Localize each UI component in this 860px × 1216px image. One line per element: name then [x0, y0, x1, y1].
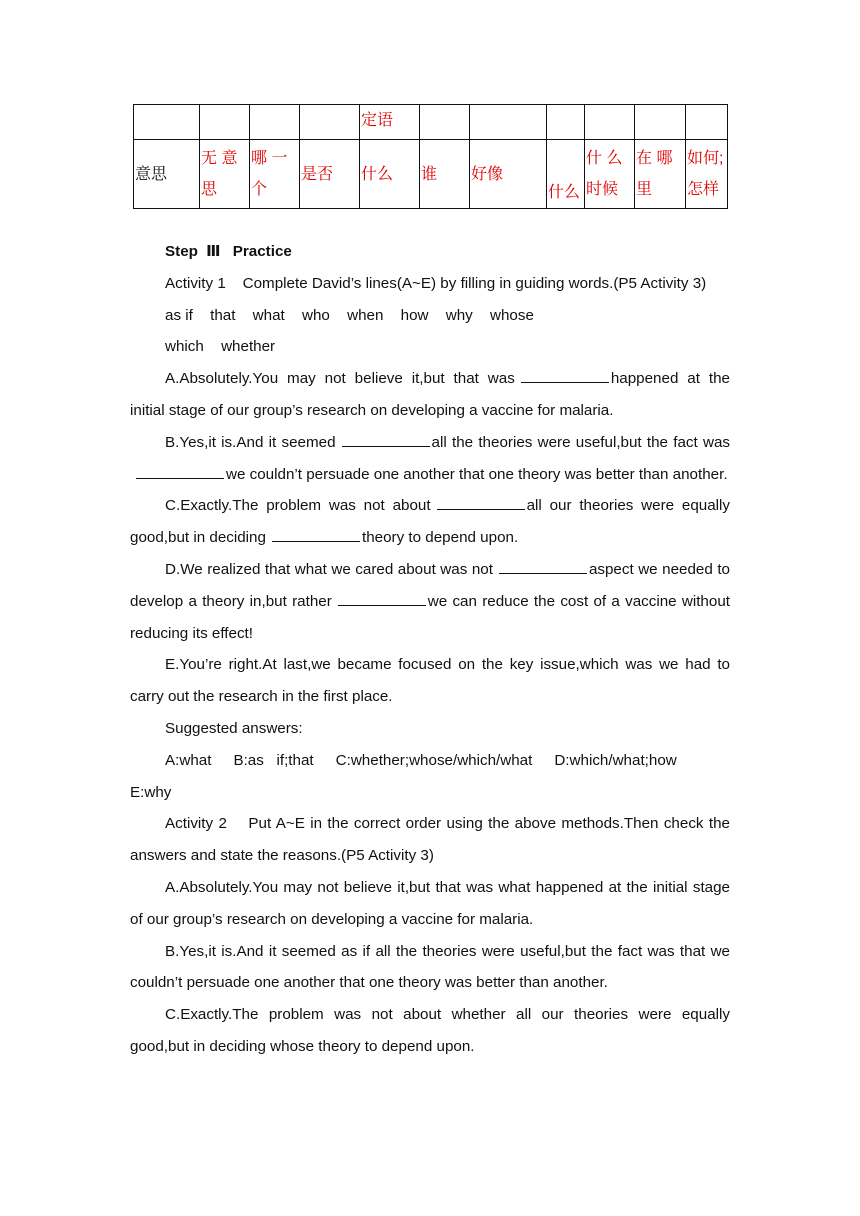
table-cell: 什 么时候 — [585, 140, 635, 209]
word-option: why — [445, 306, 473, 324]
fill-blank[interactable] — [342, 430, 430, 447]
step-label: Step — [165, 243, 198, 260]
table-cell: 什么 — [547, 140, 585, 209]
table-cell — [635, 105, 686, 140]
step-heading — [130, 236, 730, 268]
table-cell — [686, 105, 728, 140]
activity2-line-a: A.Absolutely.You may not believe it,but that was what happened at the initial stage of our group’s research on developing a vaccine for malaria. — [130, 878, 730, 928]
word-option: who — [302, 306, 330, 324]
line-text: theory to depend upon. — [361, 529, 519, 547]
fill-blank[interactable] — [136, 462, 224, 479]
answers-line — [130, 745, 730, 777]
table-cell — [200, 105, 250, 140]
activity1-heading: Activity 1 Complete David’s lines(A~E) by filling in guiding words.(P5 Activity 3) — [165, 274, 707, 292]
fill-blank[interactable] — [499, 557, 587, 574]
table-row — [134, 140, 728, 209]
table-cell: 无 意思 — [200, 140, 250, 209]
activity2-line-c: C.Exactly.The problem was not about whether all our theories were equally good,but in deciding whose theory to depend upon. — [130, 1006, 730, 1055]
line-b — [130, 427, 730, 491]
meaning-table — [133, 104, 728, 209]
word-list-line — [130, 331, 730, 363]
line-text: happened at the initial stage of our group’s research on developing a vaccine for malaria. — [130, 370, 730, 419]
answer: E:why — [130, 783, 172, 801]
line-text: B.Yes,it is.And it seemed — [165, 433, 336, 451]
answer: C:whether;whose/which/what — [335, 751, 533, 769]
table-cell — [585, 105, 635, 140]
line-a — [130, 363, 730, 427]
table-cell: 谁 — [420, 140, 470, 209]
suggested-answers-label: Suggested answers: — [165, 719, 303, 737]
fill-blank[interactable] — [521, 366, 609, 383]
line-text: all the theories were useful,but the fact was — [431, 433, 730, 451]
answer: D:which/what;how — [554, 751, 677, 769]
line-text: we couldn’t persuade one another that one theory was better than another. — [226, 465, 728, 483]
table-cell — [250, 105, 300, 140]
table-cell — [470, 105, 547, 140]
activity2-heading: Activity 2 Put A~E in the correct order using the above methods.Then check the answers and state the reasons.(P5 Activity 3) — [130, 815, 735, 865]
table-cell: 什么 — [360, 140, 420, 209]
line-text: A.Absolutely.You may not believe it,but that was — [165, 370, 515, 388]
table-cell: 定语 — [360, 105, 420, 140]
table-cell: 好像 — [470, 140, 547, 209]
line-text: all our theories were equally good,but in deciding — [130, 497, 731, 547]
answers-line — [130, 777, 730, 809]
word-option: what — [252, 306, 285, 324]
word-option: that — [210, 306, 236, 324]
fill-blank[interactable] — [272, 525, 360, 542]
line-c — [130, 490, 730, 554]
table-cell: 如何;怎样 — [686, 140, 728, 209]
line-e: E.You’re right.At last,we became focused on the key issue,which was we had to carry out the research in the first place. — [130, 656, 730, 706]
line-text: C.Exactly.The problem was not about — [165, 497, 431, 515]
answer: A:what — [165, 751, 212, 769]
table-cell — [547, 105, 585, 140]
table-cell: 在 哪里 — [635, 140, 686, 209]
activity2-line-b: B.Yes,it is.And it seemed as if all the theories were useful,but the fact was that we couldn’t persuade one another that one theory was better than another. — [130, 942, 730, 992]
word-option: whether — [221, 338, 276, 356]
fill-blank[interactable] — [437, 493, 525, 510]
table-cell: 哪 一个 — [250, 140, 300, 209]
word-list-line — [130, 300, 730, 332]
fill-blank[interactable] — [338, 589, 426, 606]
answer: B:as if;that — [233, 751, 314, 769]
word-option: which — [165, 338, 204, 356]
line-d — [130, 554, 730, 649]
word-option: when — [347, 306, 384, 324]
table-cell — [134, 105, 200, 140]
word-option: as if — [165, 306, 193, 324]
line-text: D.We realized that what we cared about was not — [165, 560, 493, 578]
step-title: Practice — [232, 243, 292, 260]
step-numeral: Ⅲ — [206, 243, 221, 260]
table-cell — [300, 105, 360, 140]
line-text: aspect we needed to develop a theory in,but rather — [130, 560, 730, 610]
word-option: whose — [490, 306, 534, 324]
table-cell — [420, 105, 470, 140]
word-option: how — [400, 306, 429, 324]
table-cell: 是否 — [300, 140, 360, 209]
document-body — [130, 236, 735, 1063]
table-row — [134, 105, 728, 140]
line-text: we can reduce the cost of a vaccine without reducing its effect! — [130, 592, 730, 642]
table-cell: 意思 — [134, 140, 200, 209]
